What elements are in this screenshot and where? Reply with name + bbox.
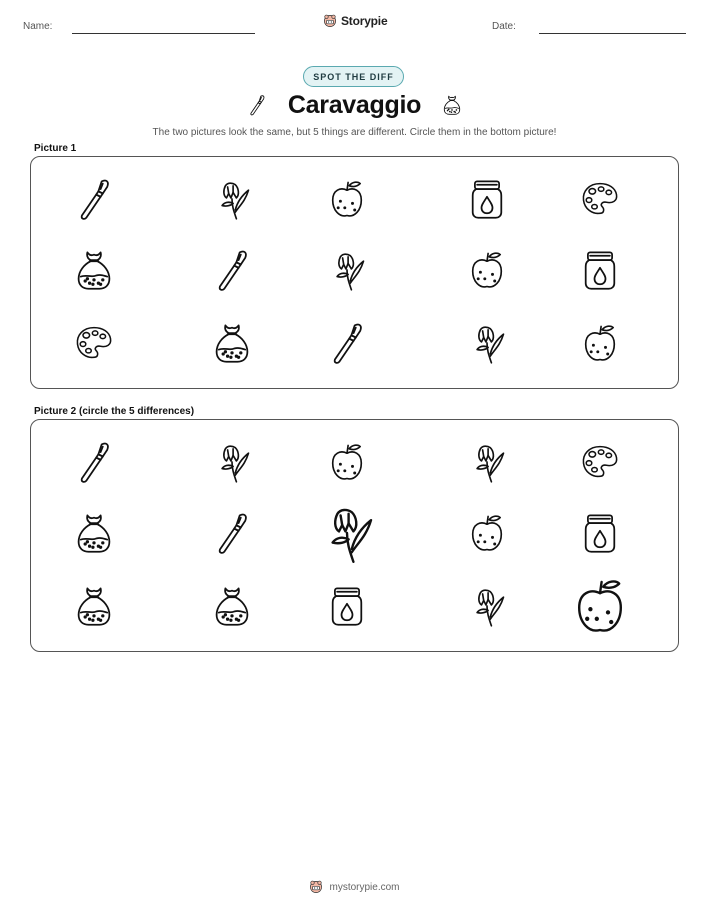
picture-1-panel: [30, 156, 679, 389]
palette-icon: [578, 177, 622, 221]
paintbrush-icon[interactable]: [72, 440, 116, 484]
name-line[interactable]: [72, 33, 255, 34]
pigment-bag-icon[interactable]: [72, 511, 116, 555]
paintbrush-icon: [72, 177, 116, 221]
paintbrush-icon: [325, 321, 369, 365]
tulip-icon: [465, 321, 509, 365]
apple-icon: [325, 177, 369, 221]
tulip-icon[interactable]: [465, 440, 509, 484]
date-label: Date:: [492, 21, 516, 32]
apple-icon: [465, 248, 509, 292]
title-row: [0, 90, 709, 120]
apple-icon[interactable]: [568, 574, 632, 638]
paint-jar-icon: [465, 177, 509, 221]
tulip-icon[interactable]: [315, 501, 379, 565]
picture-2-panel[interactable]: [30, 419, 679, 652]
pigment-bag-icon: [72, 248, 116, 292]
tulip-icon[interactable]: [210, 440, 254, 484]
name-label: Name:: [23, 21, 53, 32]
storypie-logo-icon: [323, 14, 337, 28]
brand-logo: [323, 14, 387, 28]
tulip-icon[interactable]: [465, 584, 509, 628]
paint-jar-icon: [578, 248, 622, 292]
pigment-bag-icon: [210, 321, 254, 365]
page-title: Caravaggio: [287, 90, 422, 119]
date-line[interactable]: [539, 33, 686, 34]
apple-icon[interactable]: [465, 511, 509, 555]
pigment-bag-icon: [441, 92, 463, 118]
apple-icon: [578, 321, 622, 365]
footer: [0, 880, 709, 894]
tulip-icon: [210, 177, 254, 221]
picture-2-label: Picture 2 (circle the 5 differences): [34, 406, 195, 417]
paint-jar-icon[interactable]: [578, 511, 622, 555]
tulip-icon: [325, 248, 369, 292]
footer-url: mystorypie.com: [329, 881, 400, 893]
paintbrush-icon: [210, 248, 254, 292]
spot-the-diff-badge: SPOT THE DIFF: [303, 66, 404, 87]
palette-icon: [72, 321, 116, 365]
palette-icon[interactable]: [578, 440, 622, 484]
paint-jar-icon[interactable]: [325, 584, 369, 628]
apple-icon[interactable]: [325, 440, 369, 484]
storypie-logo-icon: [309, 880, 323, 894]
brand-name: Storypie: [341, 14, 388, 28]
paintbrush-icon: [246, 90, 268, 120]
instructions: The two pictures look the same, but 5 things are different. Circle them in the bottom picture!: [152, 127, 557, 138]
pigment-bag-icon[interactable]: [72, 584, 116, 628]
pigment-bag-icon[interactable]: [210, 584, 254, 628]
picture-1-label: Picture 1: [34, 143, 77, 154]
paintbrush-icon[interactable]: [210, 511, 254, 555]
